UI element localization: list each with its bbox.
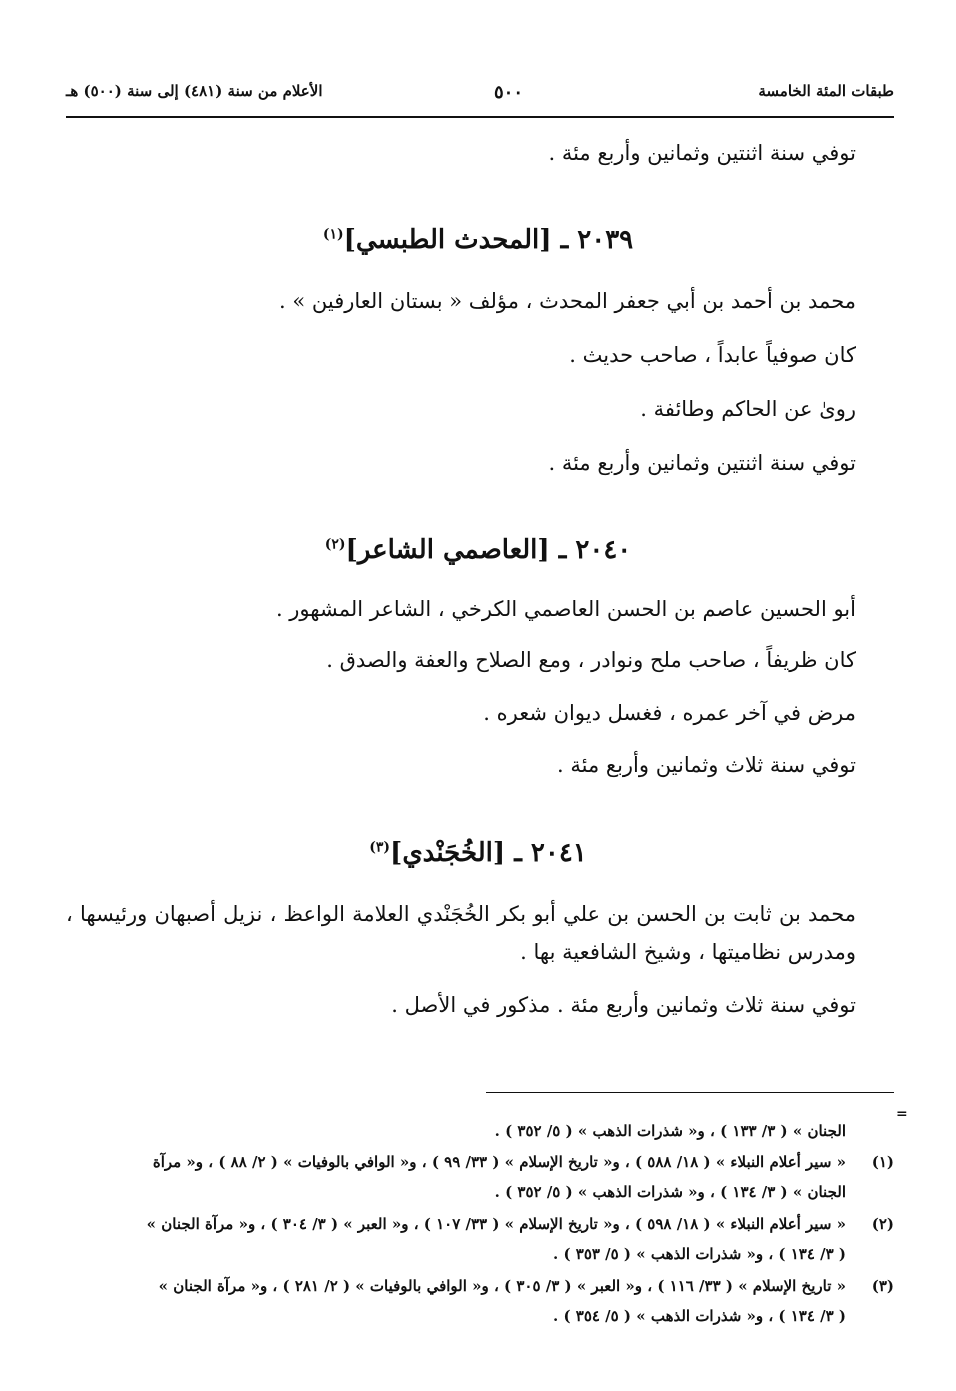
intro-line: توفي سنة اثنتين وثمانين وأربع مئة .	[548, 141, 856, 165]
footnote-line: « سير أعلام النبلاء » ( ١٨/ ٥٨٨ ) ، و« تاريخ الإسلام » ( ٣٣/ ٩٩ ) ، و« الوافي بالوفيات » ( ٢/ ٨٨ ) ، و« مرآة	[152, 1153, 846, 1171]
header-section-title: طبقات المئة الخامسة	[758, 82, 894, 100]
entry-2040-line-3: مرض في آخر عمره ، فغسل ديوان شعره .	[483, 701, 856, 725]
header-rule	[66, 116, 894, 118]
running-header	[66, 78, 894, 112]
entry-2041-last-line: توفي سنة ثلاث وثمانين وأربع مئة . مذكور في الأصل .	[391, 993, 856, 1017]
entry-2040-line-2: كان ظريفاً ، صاحب ملح ونوادر ، ومع الصلاح والعفة والصدق .	[326, 648, 856, 672]
footnote-3	[66, 1272, 894, 1300]
footnote-2-cont	[66, 1240, 894, 1268]
footnote-1-cont	[66, 1178, 894, 1206]
footnote-line: « سير أعلام النبلاء » ( ١٨/ ٥٩٨ ) ، و« تاريخ الإسلام » ( ٣٣/ ١٠٧ ) ، و« العبر » ( ٣/ ٣٠٤ ) ، و« مرآة الجنان »	[146, 1215, 846, 1233]
entry-2039-line-1: محمد بن أحمد بن أبي جعفر المحدث ، مؤلف « بستان العارفين » .	[279, 289, 856, 313]
footnote-continuation-text: الجنان » ( ٣/ ١٣٣ ) ، و« شذرات الذهب » ( ٥/ ٣٥٢ ) .	[494, 1122, 846, 1140]
entry-title-2039	[0, 225, 956, 255]
footnote-line: ( ٣/ ١٣٤ ) ، و« شذرات الذهب » ( ٥/ ٣٥٤ ) .	[553, 1307, 846, 1325]
page-number: ٥٠٠	[494, 82, 524, 103]
footnote-line: ( ٣/ ١٣٤ ) ، و« شذرات الذهب » ( ٥/ ٣٥٣ ) .	[553, 1245, 846, 1263]
footnote-line: « تاريخ الإسلام » ( ٣٣/ ١١٦ ) ، و« العبر » ( ٣/ ٣٠٥ ) ، و« الوافي بالوفيات » ( ٢/ ٢٨١ ) ، و« مرآة الجنان »	[158, 1277, 846, 1295]
footnote-rule	[486, 1092, 894, 1093]
entry-title-2040	[0, 535, 956, 565]
entry-title-text: ٢٠٤١ ـ [الخُجَنْدي]	[390, 838, 587, 868]
footnote-line: الجنان » ( ٣/ ١٣٤ ) ، و« شذرات الذهب » ( ٥/ ٣٥٢ ) .	[494, 1183, 846, 1201]
footnote-ref: (٢)	[324, 536, 346, 553]
footnote-3-cont	[66, 1302, 894, 1330]
entry-2039-line-3: روىٰ عن الحاكم وطائفة .	[640, 397, 856, 421]
entry-2040-line-4: توفي سنة ثلاث وثمانين وأربع مئة .	[557, 753, 856, 777]
footnote-ref: (١)	[322, 226, 344, 243]
entry-title-2041	[0, 838, 956, 868]
entry-2039-line-2: كان صوفياً عابداً ، صاحب حديث .	[569, 343, 856, 367]
entry-title-text: ٢٠٣٩ ـ [المحدث الطبسي]	[343, 225, 634, 255]
footnote-continuation-mark: =	[896, 1106, 908, 1122]
header-range-title: الأعلام من سنة (٤٨١) إلى سنة (٥٠٠) هـ	[66, 82, 323, 100]
footnote-number: (٣)	[871, 1277, 894, 1295]
entry-2041-paragraph: محمد بن ثابت بن الحسن بن علي أبو بكر الخُجَنْدي العلامة الواعظ ، نزيل أصبهان ورئيسها ، ومدرس نظاميتها ، وشيخ الشافعية بها .	[66, 902, 856, 964]
entry-2039-line-4: توفي سنة اثنتين وثمانين وأربع مئة .	[548, 451, 856, 475]
entry-title-text: ٢٠٤٠ ـ [العاصمي الشاعر]	[345, 535, 632, 565]
footnote-ref: (٣)	[369, 839, 391, 856]
footnote-continuation	[66, 1117, 894, 1145]
footnote-1	[66, 1148, 894, 1176]
entry-2040-line-1: أبو الحسين عاصم بن الحسن العاصمي الكرخي ، الشاعر المشهور .	[275, 597, 856, 621]
footnote-number: (١)	[871, 1153, 894, 1171]
footnote-2	[66, 1210, 894, 1238]
footnote-number: (٢)	[871, 1215, 894, 1233]
